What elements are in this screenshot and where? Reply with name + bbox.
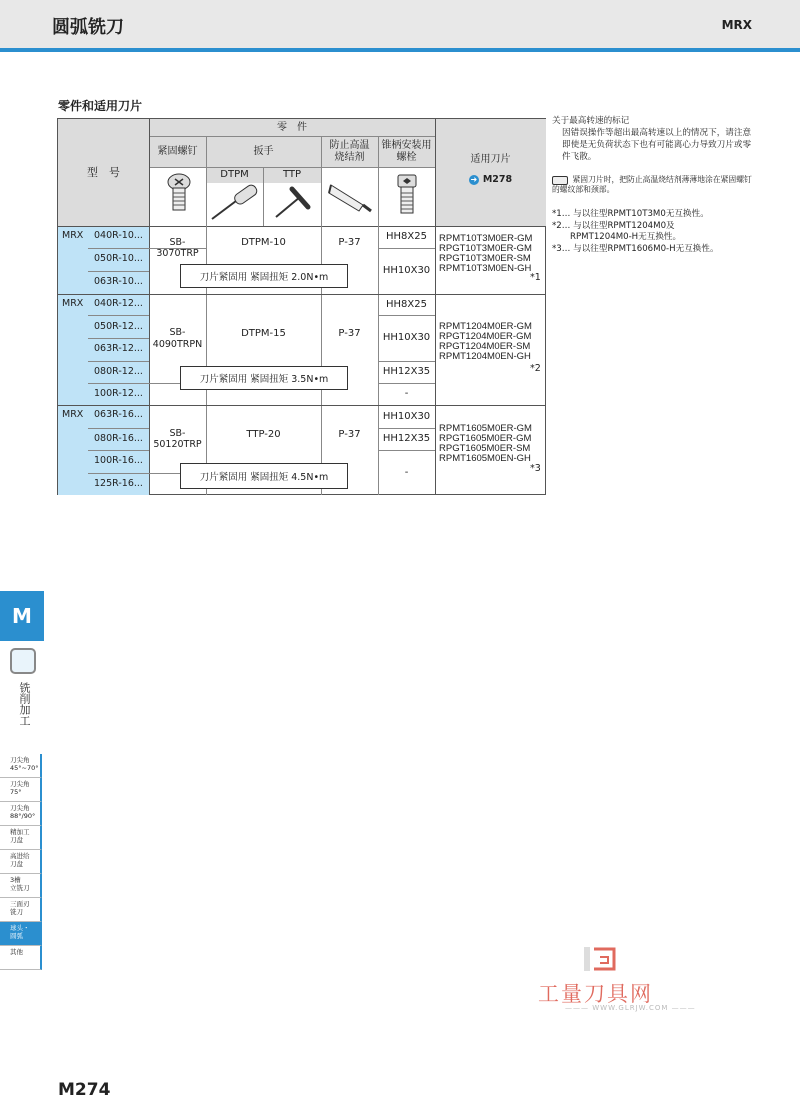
antiseize-part-number: P-37 <box>338 328 361 339</box>
grid-line <box>378 136 379 226</box>
side-index-line1: 球头・ <box>10 924 30 932</box>
side-index-line1: 精加工 <box>10 828 30 836</box>
bolt-part-number: - <box>404 388 409 399</box>
header-wrench: 扳手 <box>253 145 274 157</box>
footnote-3: *3… 与以往型RPMT1606M0-H无互换性。 <box>552 243 719 254</box>
model-code: 100R-12... <box>94 388 143 399</box>
watermark-text: 工量刀具网 <box>538 982 653 1006</box>
ttp-wrench-icon <box>270 183 316 223</box>
wrench-part-number: TTP-20 <box>246 429 281 440</box>
model-code: 040R-10... <box>94 230 143 241</box>
grid-line <box>149 136 435 137</box>
header-antiseize: 防止高温 烧结剂 <box>329 139 370 163</box>
side-index-line2: 刀盘 <box>10 860 23 868</box>
insert-code: RPMT1605M0EN-GH <box>439 453 531 464</box>
screw-part-number: SB- 4090TRPN <box>152 327 203 350</box>
model-code: 063R-10... <box>94 276 143 287</box>
bolt-part-number: - <box>404 466 409 478</box>
side-index-line2: 75° <box>10 788 22 796</box>
insert-code: RPMT10T3M0ER-GM <box>439 233 533 244</box>
footnote-2a: *2… 与以往型RPMT1204M0及 <box>552 220 675 231</box>
bolt-part-number: HH12X35 <box>382 433 431 444</box>
antiseize-part-number: P-37 <box>338 429 361 440</box>
torque-note: 刀片紧固用 紧固扭矩 2.0N•m <box>180 264 348 288</box>
side-index-line2: 铣刀 <box>10 908 23 916</box>
side-index-item[interactable] <box>0 898 42 922</box>
footnote-1: *1… 与以往型RPMT10T3M0无互换性。 <box>552 209 709 219</box>
insert-list <box>439 322 532 362</box>
milling-icon <box>10 648 36 674</box>
max-speed-title: 关于最高转速的标记 <box>552 116 630 126</box>
insert-code: RPMT1204M0ER-GM <box>439 321 532 332</box>
grid-line <box>88 473 149 474</box>
bolt-part-number: HH10X30 <box>382 410 431 422</box>
torque-note: 刀片紧固用 紧固扭矩 3.5N•m <box>180 366 348 390</box>
screw-part-number: SB- 3070TRP <box>156 236 199 259</box>
parts-table <box>57 118 546 495</box>
insert-list <box>439 424 532 464</box>
model-code: 100R-16... <box>94 455 143 466</box>
model-code: 050R-10... <box>94 253 143 264</box>
arrow-right-icon: ➜ <box>470 175 478 184</box>
model-prefix: MRX <box>62 298 84 309</box>
header-parts: 零 件 <box>277 121 307 133</box>
side-index-line2: 刀盘 <box>10 836 23 844</box>
header-arbor-bolt: 锥柄安装用 螺栓 <box>381 139 432 163</box>
side-index-line2: 立铣刀 <box>10 884 30 892</box>
adhesive-note-text: 紧固刀片时，把防止高温烧结剂薄薄地涂在紧固螺钉的螺纹部和颈部。 <box>552 175 752 194</box>
wrench-tube-icon <box>552 176 568 185</box>
bolt-part-number: HH10X30 <box>382 332 431 343</box>
grid-line <box>88 383 149 384</box>
grid-line <box>149 167 206 168</box>
side-index-line1: 3槽 <box>10 876 21 884</box>
side-index-item-active[interactable] <box>0 922 42 946</box>
footnote-mark: *2 <box>530 363 541 374</box>
side-index-item[interactable] <box>0 826 42 850</box>
insert-code: RPGT1204M0ER-GM <box>439 331 532 342</box>
side-index-item[interactable] <box>0 946 42 970</box>
model-prefix: MRX <box>62 409 84 420</box>
footnote-mark: *1 <box>530 272 541 283</box>
arbor-bolt-icon <box>394 173 420 217</box>
side-index-item[interactable] <box>0 850 42 874</box>
adhesive-note <box>552 175 752 195</box>
side-index-line1: 其他 <box>10 948 23 956</box>
model-prefix: MRX <box>62 230 84 241</box>
insert-code: RPMT1204M0EN-GH <box>439 351 531 362</box>
header-insert: 适用刀片 <box>470 154 511 165</box>
grid-line <box>88 428 149 429</box>
model-code: 080R-12... <box>94 366 143 377</box>
header-screw: 紧固螺钉 <box>157 145 198 157</box>
screw-part-number: SB- 50120TRP <box>153 427 202 450</box>
grid-line <box>206 136 207 226</box>
watermark-url: ——— WWW.GLRJW.COM ——— <box>565 1004 696 1012</box>
model-code: 063R-16... <box>94 409 143 420</box>
grid-line <box>88 338 149 339</box>
side-index-line1: 刀尖角 <box>10 756 30 764</box>
side-index-item[interactable] <box>0 802 42 826</box>
footnote-mark: *3 <box>530 463 541 474</box>
model-code: 040R-12... <box>94 298 143 309</box>
dtpm-wrench-icon <box>208 183 262 223</box>
section-label: 铣削加工 <box>18 682 31 726</box>
insert-code: RPGT10T3M0ER-SM <box>439 253 531 264</box>
insert-code: RPGT1204M0ER-SM <box>439 341 531 352</box>
insert-code: RPMT1605M0ER-GM <box>439 423 532 434</box>
side-index-line1: 刀尖角 <box>10 780 30 788</box>
side-index-line1: 三面刃 <box>10 900 30 908</box>
header-ttp: TTP <box>282 169 302 180</box>
grid-line <box>435 119 436 495</box>
grid-line <box>263 167 264 226</box>
footnote-2b: RPMT1204M0-H无互换性。 <box>570 232 682 242</box>
grid-line <box>321 136 322 226</box>
model-code: 125R-16... <box>94 478 143 489</box>
model-code: 063R-12... <box>94 343 143 354</box>
side-index-line2: 45°~70° <box>10 764 39 772</box>
max-speed-note <box>552 115 752 163</box>
side-index <box>0 754 42 970</box>
insert-code: RPMT10T3M0EN-GH <box>439 263 532 274</box>
page-title: 圆弧铣刀 <box>52 17 124 38</box>
model-code: 080R-16... <box>94 433 143 444</box>
grid-line <box>88 361 149 362</box>
wrench-part-number: DTPM-15 <box>241 328 286 339</box>
max-speed-body: 因错误操作等超出最高转速以上的情况下，请注意即使是无负荷状态下也有可能离心力导致刀片或零件飞散。 <box>562 128 752 162</box>
bolt-part-number: HH8X25 <box>386 298 427 310</box>
side-index-item[interactable] <box>0 754 42 778</box>
footnotes <box>552 209 762 255</box>
grid-line <box>88 450 149 451</box>
side-index-line1: 高进给 <box>10 852 30 860</box>
section-title: 零件和适用刀片 <box>58 99 143 113</box>
grid-line <box>88 271 149 272</box>
bolt-part-number: HH10X30 <box>382 265 431 276</box>
series-label: MRX <box>721 18 752 32</box>
side-index-item[interactable] <box>0 778 42 802</box>
watermark-logo-icon <box>582 945 618 973</box>
section-tab-m[interactable]: M <box>0 591 44 641</box>
grid-line <box>88 315 149 316</box>
side-index-line2: 88°/90° <box>10 812 36 820</box>
antiseize-part-number: P-37 <box>338 237 361 248</box>
insert-list <box>439 234 532 274</box>
model-code: 050R-12... <box>94 321 143 332</box>
header-dtpm: DTPM <box>220 169 249 180</box>
insert-page-ref-label: M278 <box>482 174 513 186</box>
bolt-part-number: HH12X35 <box>382 366 431 377</box>
torque-note: 刀片紧固用 紧固扭矩 4.5N•m <box>180 463 348 489</box>
grid-line <box>88 248 149 249</box>
header-model: 型 号 <box>87 165 120 179</box>
side-index-item[interactable] <box>0 874 42 898</box>
bolt-part-number: HH8X25 <box>386 231 427 242</box>
side-index-line2: 圆弧 <box>10 932 23 940</box>
insert-page-ref[interactable] <box>435 172 546 188</box>
side-index-line1: 刀尖角 <box>10 804 30 812</box>
antiseize-tube-icon <box>325 175 375 217</box>
insert-code: RPGT1605M0ER-GM <box>439 433 532 444</box>
insert-code: RPGT1605M0ER-SM <box>439 443 531 454</box>
page-number: M274 <box>58 1080 111 1100</box>
header-accent-line <box>0 48 800 52</box>
wrench-part-number: DTPM-10 <box>241 237 286 248</box>
insert-code: RPGT10T3M0ER-GM <box>439 243 532 254</box>
screw-icon <box>164 173 194 215</box>
